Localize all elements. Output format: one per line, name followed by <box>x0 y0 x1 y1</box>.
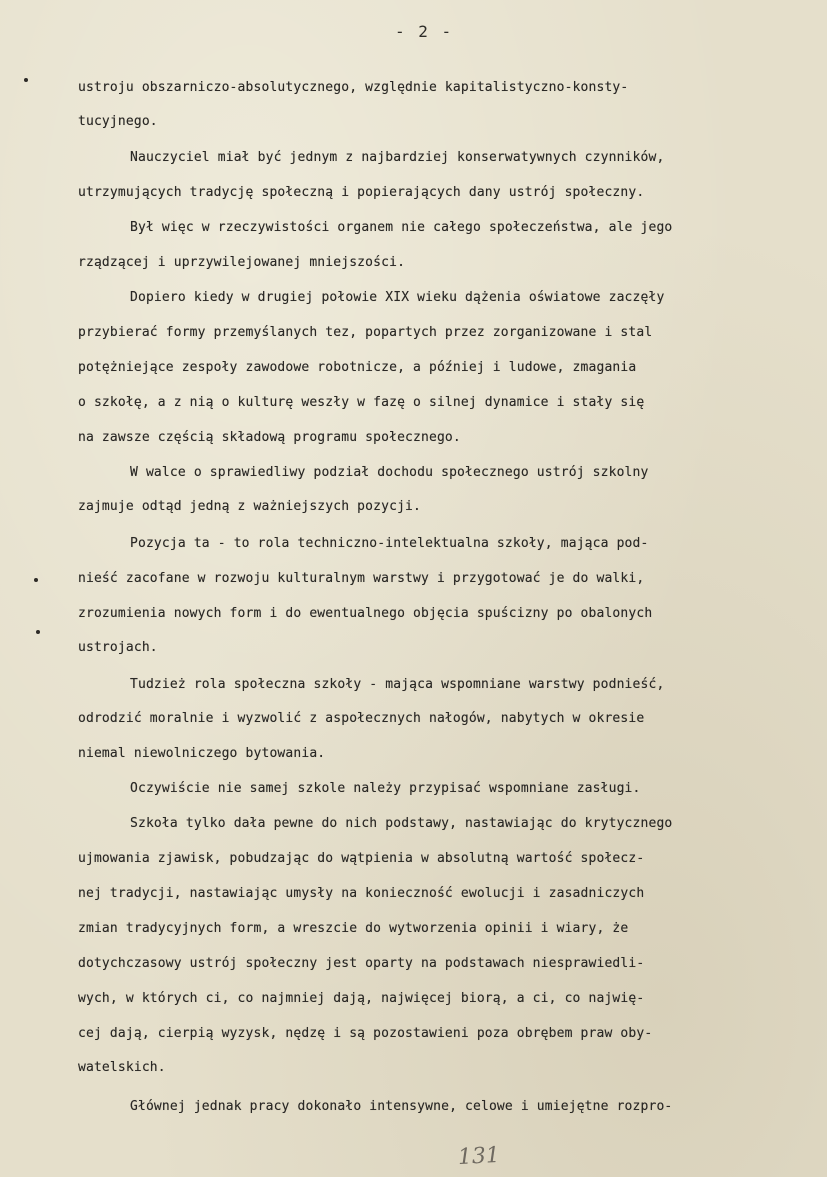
text-line: Pozycja ta - to rola techniczno-intelektualna szkoły, mająca pod- <box>130 536 649 551</box>
text-line: przybierać formy przemyślanych tez, popartych przez zorganizowane i stal <box>78 325 653 340</box>
text-line: Głównej jednak pracy dokonało intensywne, celowe i umiejętne rozpro- <box>130 1099 673 1114</box>
text-line: zmian tradycyjnych form, a wreszcie do wytworzenia opinii i wiary, że <box>78 921 629 936</box>
margin-mark <box>24 78 28 82</box>
text-line: nej tradycji, nastawiając umysły na konieczność ewolucji i zasadniczych <box>78 886 645 901</box>
text-line: Tudzież rola społeczna szkoły - mająca wspomniane warstwy podnieść, <box>130 677 665 692</box>
text-line: Szkoła tylko dała pewne do nich podstawy, nastawiając do krytycznego <box>130 816 673 831</box>
text-line: nieść zacofane w rozwoju kulturalnym warstwy i przygotować je do walki, <box>78 571 645 586</box>
text-line: tucyjnego. <box>78 114 158 129</box>
text-line: Oczywiście nie samej szkole należy przypisać wspomniane zasługi. <box>130 781 641 796</box>
handwritten-page-number: 131 <box>457 1142 501 1171</box>
text-line: ustrojach. <box>78 640 158 655</box>
text-line: o szkołę, a z nią o kulturę weszły w fazę o silnej dynamice i stały się <box>78 395 645 410</box>
text-line: rządzącej i uprzywilejowanej mniejszości. <box>78 255 406 270</box>
text-line: Był więc w rzeczywistości organem nie całego społeczeństwa, ale jego <box>130 220 673 235</box>
text-line: watelskich. <box>78 1060 166 1075</box>
text-line: utrzymujących tradycję społeczną i popierających dany ustrój społeczny. <box>78 185 645 200</box>
page-number: - 2 - <box>395 22 454 41</box>
text-line: wych, w których ci, co najmniej dają, najwięcej biorą, a ci, co najwię- <box>78 991 645 1006</box>
text-line: zajmuje odtąd jedną z ważniejszych pozycji. <box>78 499 421 514</box>
text-line: W walce o sprawiedliwy podział dochodu społecznego ustrój szkolny <box>130 465 649 480</box>
text-line: potężniejące zespoły zawodowe robotnicze, a później i ludowe, zmagania <box>78 360 637 375</box>
text-line: odrodzić moralnie i wyzwolić z aspołecznych nałogów, nabytych w okresie <box>78 711 645 726</box>
text-line: niemal niewolniczego bytowania. <box>78 746 326 761</box>
text-line: Dopiero kiedy w drugiej połowie XIX wieku dążenia oświatowe zaczęły <box>130 290 665 305</box>
text-line: zrozumienia nowych form i do ewentualnego objęcia spuścizny po obalonych <box>78 606 653 621</box>
margin-mark <box>34 578 38 582</box>
text-line: dotychczasowy ustrój społeczny jest oparty na podstawach niesprawiedli- <box>78 956 645 971</box>
text-line: cej dają, cierpią wyzysk, nędzę i są pozostawieni poza obrębem praw oby- <box>78 1026 653 1041</box>
text-line: Nauczyciel miał być jednym z najbardziej konserwatywnych czynników, <box>130 150 665 165</box>
margin-mark <box>36 630 40 634</box>
text-line: na zawsze częścią składową programu społecznego. <box>78 430 461 445</box>
text-line: ujmowania zjawisk, pobudzając do wątpienia w absolutną wartość społecz- <box>78 851 645 866</box>
text-line: ustroju obszarniczo-absolutycznego, względnie kapitalistyczno-konsty- <box>78 80 629 95</box>
